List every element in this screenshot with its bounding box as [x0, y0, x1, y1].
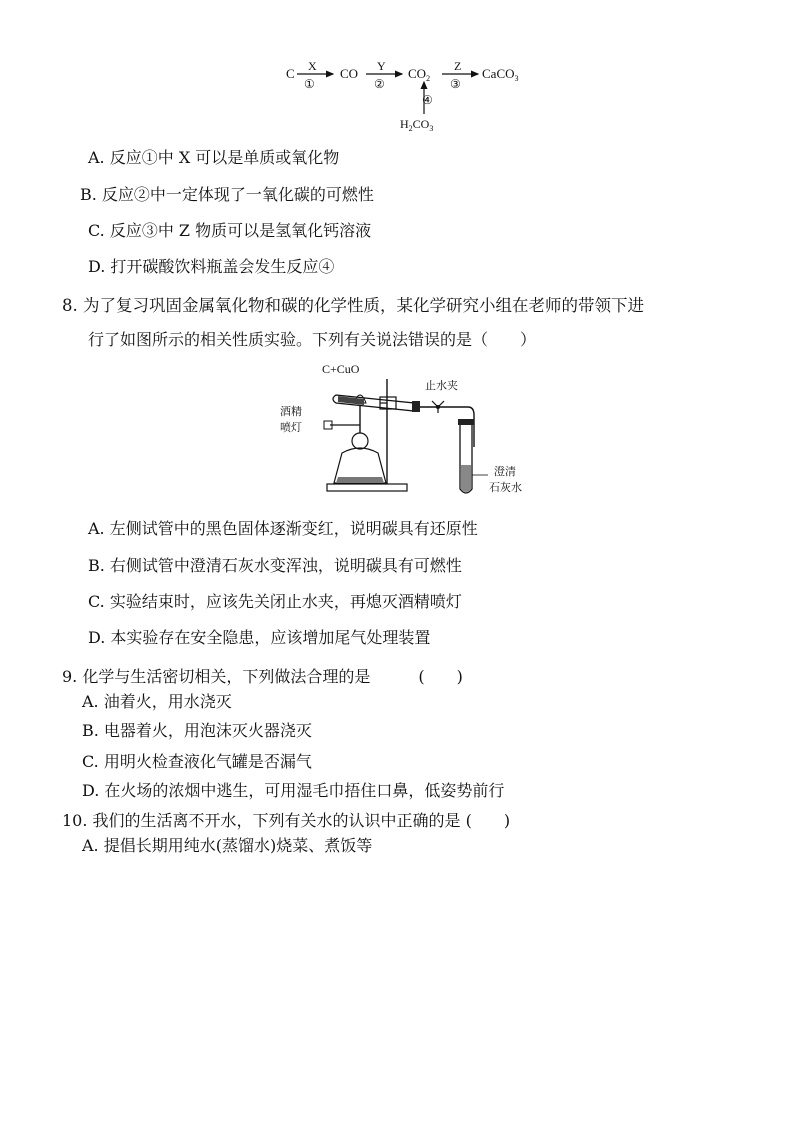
node-h2co3: $H_2CO_3$: [400, 117, 434, 133]
delivery-tube: [420, 407, 474, 447]
q9-option-c: C. 用明火检查液化气罐是否漏气: [82, 752, 312, 771]
node-caco3: CaCO$_3$: [482, 66, 519, 83]
lamp-bulb: [352, 433, 368, 449]
node-c: C: [286, 66, 295, 81]
right-tube-mouth: [458, 419, 474, 425]
q7-option-d: D. 打开碳酸饮料瓶盖会发生反应④: [88, 257, 335, 276]
label-lamp-2: 喷灯: [280, 422, 302, 434]
lamp-liquid: [336, 477, 384, 483]
node-co: CO: [340, 66, 359, 81]
node-co2: $CO_2$: [408, 66, 431, 83]
q8-option-d: D. 本实验存在安全隐患，应该增加尾气处理装置: [88, 628, 431, 647]
apparatus-figure: [272, 357, 542, 499]
arrow-2-step: ②: [374, 77, 385, 91]
reaction-scheme: [270, 52, 550, 134]
arrow-4-step: ④: [422, 93, 433, 107]
q7-option-c: C. 反应③中 Z 物质可以是氢氧化钙溶液: [88, 221, 372, 240]
label-lamp-1: 酒精: [280, 406, 302, 418]
stopper: [412, 401, 420, 412]
q8-option-a: A. 左侧试管中的黑色固体逐渐变红，说明碳具有还原性: [88, 519, 478, 538]
q7-option-a: A. 反应①中 X 可以是单质或氧化物: [88, 148, 340, 167]
q10-stem: 10. 我们的生活离不开水，下列有关水的认识中正确的是 ( ): [62, 811, 511, 830]
arrow-1-step: ①: [304, 77, 315, 91]
label-limewater-2: 石灰水: [489, 482, 522, 494]
label-limewater-1: 澄清: [494, 466, 516, 478]
q8-option-b: B. 右侧试管中澄清石灰水变浑浊，说明碳具有可燃性: [88, 556, 462, 575]
q9-option-d: D. 在火场的浓烟中逃生，可用湿毛巾捂住口鼻，低姿势前行: [82, 781, 505, 800]
arrow-1-label: X: [308, 59, 317, 73]
clamp-dot: [436, 405, 440, 409]
label-reactants: C+CuO: [322, 362, 360, 376]
q8-stem-line2: 行了如图所示的相关性质实验。下列有关说法错误的是（ ）: [88, 330, 537, 349]
arrow-3-label: Z: [454, 59, 462, 73]
q7-option-b: B. 反应②中一定体现了一氧化碳的可燃性: [80, 185, 374, 204]
q8-option-c: C. 实验结束时，应该先关闭止水夹，再熄灭酒精喷灯: [88, 592, 462, 611]
q9-option-a: A. 油着火，用水浇灭: [82, 692, 232, 711]
q10-option-a: A. 提倡长期用纯水(蒸馏水)烧菜、煮饭等: [82, 836, 373, 855]
q9-stem: 9. 化学与生活密切相关，下列做法合理的是 ( ): [62, 667, 463, 686]
q8-stem-line1: 8. 为了复习巩固金属氧化物和碳的化学性质，某化学研究小组在老师的带领下进: [62, 296, 644, 315]
q9-option-b: B. 电器着火，用泡沫灭火器浇灭: [82, 721, 312, 740]
label-clamp: 止水夹: [425, 380, 458, 392]
limewater: [461, 465, 471, 492]
arrow-2-label: Y: [377, 59, 386, 73]
stand-base: [327, 484, 407, 491]
arrow-3-step: ③: [450, 77, 461, 91]
